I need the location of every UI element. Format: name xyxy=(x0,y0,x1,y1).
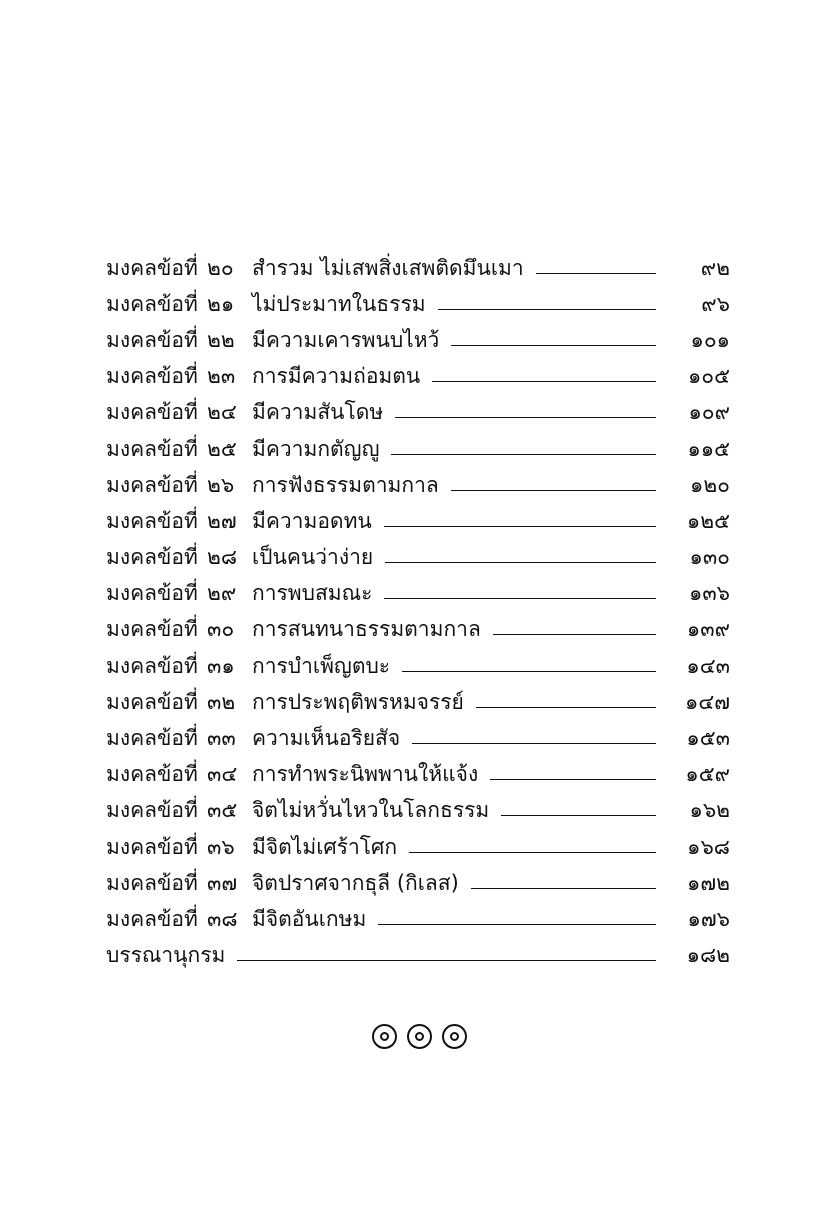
table-of-contents xyxy=(106,250,730,974)
entry-prefix: มงคลข้อที่ xyxy=(106,436,198,461)
toc-entry-bibliography xyxy=(106,938,730,974)
entry-title: สำรวม ไม่เสพสิ่งเสพติดมึนเมา xyxy=(252,255,524,280)
toc-entry-24 xyxy=(106,395,730,431)
entry-number: ๒๗ xyxy=(207,508,237,533)
entry-page: ๙๒ xyxy=(700,255,730,280)
entry-page: ๑๘๒ xyxy=(686,943,730,968)
entry-number: ๒๐ xyxy=(207,255,234,280)
entry-number: ๓๐ xyxy=(207,617,235,642)
entry-title: บรรณานุกรม xyxy=(106,943,226,968)
entry-number: ๒๖ xyxy=(207,472,235,497)
entry-prefix: มงคลข้อที่ xyxy=(106,255,198,280)
leader-line xyxy=(432,381,656,382)
entry-number: ๒๓ xyxy=(207,364,236,389)
entry-page: ๑๗๖ xyxy=(687,906,730,931)
entry-page: ๑๐๑ xyxy=(690,327,730,352)
entry-number: ๓๓ xyxy=(207,726,236,751)
toc-entry-32 xyxy=(106,684,730,720)
toc-entry-27 xyxy=(106,503,730,539)
toc-entry-33 xyxy=(106,720,730,756)
entry-number: ๒๙ xyxy=(207,581,237,606)
entry-page: ๑๔๗ xyxy=(684,689,730,714)
entry-prefix: มงคลข้อที่ xyxy=(106,834,198,859)
entry-title: จิตปราศจากธุลี (กิเลส) xyxy=(252,870,459,895)
entry-page: ๑๒๕ xyxy=(686,508,730,533)
entry-title: เป็นคนว่าง่าย xyxy=(252,545,374,570)
leader-line xyxy=(536,273,656,274)
entry-number: ๓๖ xyxy=(207,834,235,859)
leader-line xyxy=(451,490,656,491)
toc-entry-23 xyxy=(106,359,730,395)
entry-prefix: มงคลข้อที่ xyxy=(106,726,198,751)
entry-page: ๑๔๓ xyxy=(686,653,730,678)
entry-page: ๑๓๐ xyxy=(689,545,730,570)
entry-page: ๑๓๙ xyxy=(686,617,730,642)
entry-prefix: มงคลข้อที่ xyxy=(106,906,198,931)
entry-number: ๒๔ xyxy=(207,400,237,425)
entry-page: ๑๗๒ xyxy=(687,870,730,895)
entry-page: ๑๒๐ xyxy=(690,472,730,497)
entry-prefix: มงคลข้อที่ xyxy=(106,870,198,895)
leader-line xyxy=(385,562,656,563)
toc-entry-29 xyxy=(106,576,730,612)
toc-entry-31 xyxy=(106,648,730,684)
leader-line xyxy=(438,309,656,310)
entry-title: มีความเคารพนบไหว้ xyxy=(252,327,440,352)
leader-line xyxy=(476,707,656,708)
entry-number: ๓๘ xyxy=(207,906,238,931)
toc-entry-35 xyxy=(106,793,730,829)
toc-entry-38 xyxy=(106,901,730,937)
leader-line xyxy=(402,671,656,672)
entry-number: ๒๑ xyxy=(207,291,235,316)
entry-title: การฟังธรรมตามกาล xyxy=(252,472,439,497)
entry-prefix: มงคลข้อที่ xyxy=(106,689,198,714)
entry-title: ความเห็นอริยสัจ xyxy=(252,726,401,751)
entry-prefix: มงคลข้อที่ xyxy=(106,798,198,823)
entry-prefix: มงคลข้อที่ xyxy=(106,545,198,570)
entry-title: การบำเพ็ญตบะ xyxy=(252,653,391,678)
double-circle-icon xyxy=(407,1024,432,1049)
toc-entry-28 xyxy=(106,540,730,576)
entry-number: ๓๕ xyxy=(207,798,238,823)
entry-page: ๑๕๙ xyxy=(685,762,730,787)
toc-entry-30 xyxy=(106,612,730,648)
entry-number: ๒๘ xyxy=(207,545,238,570)
entry-number: ๓๗ xyxy=(207,870,238,895)
leader-line xyxy=(384,526,656,527)
leader-line xyxy=(471,888,656,889)
entry-title: มีจิตอันเกษม xyxy=(252,906,367,931)
entry-page: ๑๖๘ xyxy=(687,834,730,859)
entry-title: ไม่ประมาทในธรรม xyxy=(252,291,426,316)
toc-entry-37 xyxy=(106,865,730,901)
toc-entry-26 xyxy=(106,467,730,503)
toc-entry-25 xyxy=(106,431,730,467)
entry-title: มีความสันโดษ xyxy=(252,400,384,425)
entry-number: ๓๔ xyxy=(207,762,238,787)
entry-title: การสนทนาธรรมตามกาล xyxy=(252,617,481,642)
entry-page: ๑๐๙ xyxy=(688,400,730,425)
double-circle-icon xyxy=(372,1024,397,1049)
leader-line xyxy=(384,598,656,599)
entry-title: มีความกตัญญู xyxy=(252,436,380,461)
entry-prefix: มงคลข้อที่ xyxy=(106,364,198,389)
entry-number: ๒๒ xyxy=(207,327,235,352)
section-end-ornament xyxy=(372,1021,467,1051)
entry-prefix: มงคลข้อที่ xyxy=(106,291,198,316)
toc-entry-34 xyxy=(106,757,730,793)
entry-title: การทำพระนิพพานให้แจ้ง xyxy=(252,762,479,787)
entry-prefix: มงคลข้อที่ xyxy=(106,617,198,642)
entry-prefix: มงคลข้อที่ xyxy=(106,762,198,787)
toc-entry-22 xyxy=(106,322,730,358)
entry-number: ๓๒ xyxy=(207,689,236,714)
entry-prefix: มงคลข้อที่ xyxy=(106,472,198,497)
entry-page: ๑๐๕ xyxy=(687,364,730,389)
leader-line xyxy=(409,852,656,853)
leader-line xyxy=(490,779,656,780)
leader-line xyxy=(395,417,656,418)
leader-line xyxy=(378,924,656,925)
entry-page: ๑๕๓ xyxy=(686,726,730,751)
entry-prefix: มงคลข้อที่ xyxy=(106,508,198,533)
leader-line xyxy=(493,634,656,635)
toc-entry-21 xyxy=(106,286,730,322)
entry-title: มีความอดทน xyxy=(252,508,372,533)
entry-prefix: มงคลข้อที่ xyxy=(106,400,198,425)
entry-page: ๑๓๖ xyxy=(688,581,730,606)
entry-title: มีจิตไม่เศร้าโศก xyxy=(252,834,398,859)
entry-prefix: มงคลข้อที่ xyxy=(106,327,198,352)
toc-entry-36 xyxy=(106,829,730,865)
entry-title: การพบสมณะ xyxy=(252,581,373,606)
leader-line xyxy=(451,345,656,346)
entry-title: จิตไม่หวั่นไหวในโลกธรรม xyxy=(252,798,490,823)
entry-title: การมีความถ่อมตน xyxy=(252,364,421,389)
entry-prefix: มงคลข้อที่ xyxy=(106,581,198,606)
leader-line xyxy=(237,960,656,961)
entry-title: การประพฤติพรหมจรรย์ xyxy=(252,689,464,714)
entry-number: ๒๕ xyxy=(207,436,237,461)
entry-page: ๑๖๒ xyxy=(689,798,730,823)
entry-page: ๑๑๕ xyxy=(687,436,730,461)
toc-entry-20 xyxy=(106,250,730,286)
leader-line xyxy=(412,743,656,744)
leader-line xyxy=(501,815,656,816)
double-circle-icon xyxy=(442,1024,467,1049)
entry-page: ๙๖ xyxy=(701,291,730,316)
leader-line xyxy=(391,454,656,455)
entry-prefix: มงคลข้อที่ xyxy=(106,653,198,678)
entry-number: ๓๑ xyxy=(207,653,235,678)
